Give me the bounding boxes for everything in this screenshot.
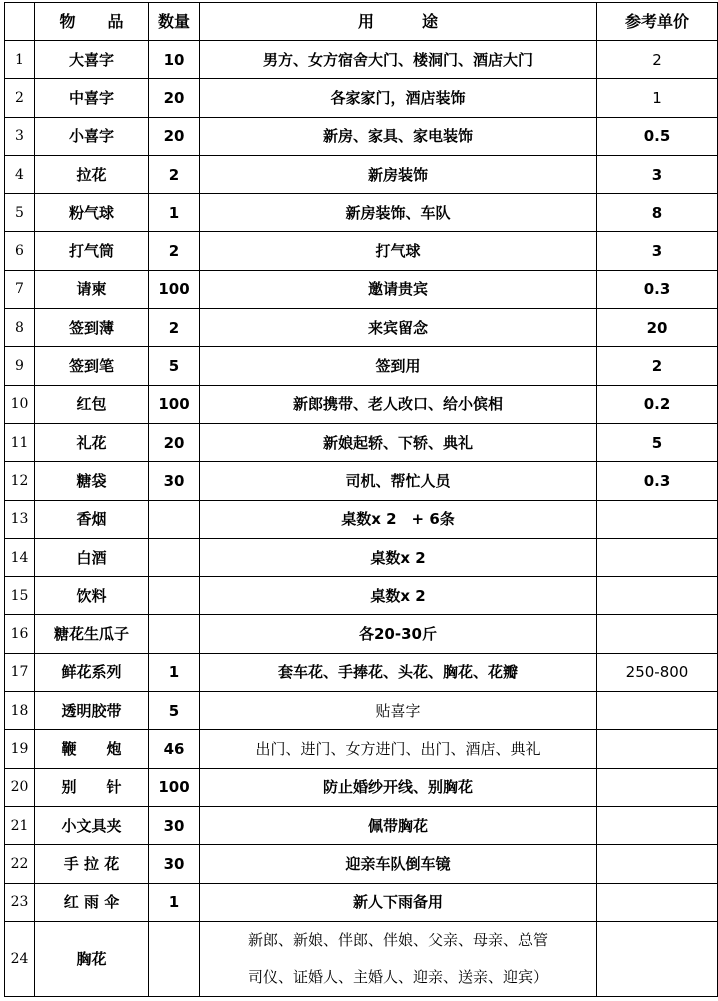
row-price: 0.5: [597, 117, 718, 155]
table-row: [5, 462, 718, 500]
row-usage: 司机、帮忙人员: [200, 462, 597, 500]
row-index: 7: [5, 270, 35, 308]
row-index: 23: [5, 883, 35, 921]
row-usage: 桌数x 2: [200, 538, 597, 576]
row-usage: 男方、女方宿舍大门、楼洞门、酒店大门: [200, 41, 597, 79]
row-usage: 套车花、手捧花、头花、胸花、花瓣: [200, 653, 597, 691]
row-price: 8: [597, 194, 718, 232]
row-item: 鞭 炮: [35, 730, 149, 768]
row-qty: 30: [149, 462, 200, 500]
row-usage: 佩带胸花: [200, 806, 597, 844]
row-qty: 1: [149, 883, 200, 921]
table-row: [5, 768, 718, 806]
row-item: 大喜字: [35, 41, 149, 79]
row-price: [597, 768, 718, 806]
row-price: [597, 730, 718, 768]
header-qty: 数量: [149, 3, 200, 41]
row-qty: 20: [149, 117, 200, 155]
header-price: 参考单价: [597, 3, 718, 41]
table-row: [5, 577, 718, 615]
row-item: 红 雨 伞: [35, 883, 149, 921]
row-item: 签到笔: [35, 347, 149, 385]
table-row: [5, 653, 718, 691]
row-item: 饮料: [35, 577, 149, 615]
row-usage: [200, 921, 597, 996]
header-usage: 用 途: [200, 3, 597, 41]
table-row: [5, 155, 718, 193]
row-index: 13: [5, 500, 35, 538]
row-item: 别 针: [35, 768, 149, 806]
supplies-table: [4, 2, 718, 997]
table-row: [5, 730, 718, 768]
row-index: 12: [5, 462, 35, 500]
row-item: 拉花: [35, 155, 149, 193]
row-item: 打气筒: [35, 232, 149, 270]
row-index: 24: [5, 921, 35, 996]
row-usage: 来宾留念: [200, 309, 597, 347]
row-usage: 邀请贵宾: [200, 270, 597, 308]
row-usage: 新郎携带、老人改口、给小傧相: [200, 385, 597, 423]
row-item: 红包: [35, 385, 149, 423]
row-price: [597, 500, 718, 538]
row-item: 手 拉 花: [35, 845, 149, 883]
row-item: 签到薄: [35, 309, 149, 347]
row-usage: 新房、家具、家电装饰: [200, 117, 597, 155]
row-item: 礼花: [35, 423, 149, 461]
row-price: 20: [597, 309, 718, 347]
row-item: 粉气球: [35, 194, 149, 232]
row-price: [597, 615, 718, 653]
row-price: [597, 577, 718, 615]
row-qty: 2: [149, 232, 200, 270]
row-usage: 新房装饰: [200, 155, 597, 193]
row-index: 15: [5, 577, 35, 615]
table-row: [5, 806, 718, 844]
row-price: 3: [597, 232, 718, 270]
row-qty: 100: [149, 270, 200, 308]
table-row: [5, 692, 718, 730]
row-price: [597, 692, 718, 730]
table-row: [5, 347, 718, 385]
row-qty: 2: [149, 155, 200, 193]
row-qty: [149, 500, 200, 538]
row-qty: 30: [149, 845, 200, 883]
row-price: 250-800: [597, 653, 718, 691]
row-price: 3: [597, 155, 718, 193]
row-price: [597, 921, 718, 996]
row-index: 8: [5, 309, 35, 347]
row-price: [597, 883, 718, 921]
row-index: 21: [5, 806, 35, 844]
row-qty: 5: [149, 347, 200, 385]
row-index: 1: [5, 41, 35, 79]
usage-line-2: 司仪、证婚人、主婚人、迎亲、送亲、迎宾）: [247, 967, 548, 986]
row-usage: 迎亲车队倒车镜: [200, 845, 597, 883]
row-index: 19: [5, 730, 35, 768]
row-item: 请柬: [35, 270, 149, 308]
row-qty: 46: [149, 730, 200, 768]
row-qty: [149, 921, 200, 996]
row-price: 0.3: [597, 270, 718, 308]
table-row: [5, 423, 718, 461]
row-index: 10: [5, 385, 35, 423]
row-usage: 桌数x 2 + 6条: [200, 500, 597, 538]
row-qty: 30: [149, 806, 200, 844]
row-item: 香烟: [35, 500, 149, 538]
row-index: 20: [5, 768, 35, 806]
row-index: 17: [5, 653, 35, 691]
row-usage: 新房装饰、车队: [200, 194, 597, 232]
row-price: 2: [597, 41, 718, 79]
row-price: [597, 538, 718, 576]
row-qty: 20: [149, 79, 200, 117]
row-index: 22: [5, 845, 35, 883]
row-price: [597, 806, 718, 844]
table-row: [5, 385, 718, 423]
table-row: [5, 615, 718, 653]
table-row: [5, 309, 718, 347]
row-price: 5: [597, 423, 718, 461]
row-usage: 桌数x 2: [200, 577, 597, 615]
row-usage: 各20-30斤: [200, 615, 597, 653]
row-price: [597, 845, 718, 883]
row-index: 5: [5, 194, 35, 232]
row-qty: 100: [149, 768, 200, 806]
row-item: 糖花生瓜子: [35, 615, 149, 653]
row-usage: 新娘起轿、下轿、典礼: [200, 423, 597, 461]
row-usage: 各家家门，酒店装饰: [200, 79, 597, 117]
row-index: 18: [5, 692, 35, 730]
table-row: [5, 883, 718, 921]
row-qty: 2: [149, 309, 200, 347]
row-index: 6: [5, 232, 35, 270]
table-row: [5, 79, 718, 117]
row-index: 16: [5, 615, 35, 653]
row-item: 白酒: [35, 538, 149, 576]
table-row: [5, 538, 718, 576]
row-qty: 20: [149, 423, 200, 461]
row-index: 9: [5, 347, 35, 385]
row-qty: [149, 577, 200, 615]
header-item: 物 品: [35, 3, 149, 41]
header-index: [5, 3, 35, 41]
row-index: 4: [5, 155, 35, 193]
row-index: 2: [5, 79, 35, 117]
row-qty: 10: [149, 41, 200, 79]
row-item: 糖袋: [35, 462, 149, 500]
row-usage: 签到用: [200, 347, 597, 385]
row-qty: 100: [149, 385, 200, 423]
row-item: 鲜花系列: [35, 653, 149, 691]
row-item: 小喜字: [35, 117, 149, 155]
row-price: 2: [597, 347, 718, 385]
row-usage: 新人下雨备用: [200, 883, 597, 921]
row-qty: 1: [149, 653, 200, 691]
table-row: [5, 270, 718, 308]
row-item: 透明胶带: [35, 692, 149, 730]
row-item: 胸花: [35, 921, 149, 996]
row-usage: 防止婚纱开线、别胸花: [200, 768, 597, 806]
row-usage: 打气球: [200, 232, 597, 270]
row-usage: 贴喜字: [200, 692, 597, 730]
table-row: [5, 845, 718, 883]
row-index: 3: [5, 117, 35, 155]
row-price: 1: [597, 79, 718, 117]
row-qty: [149, 538, 200, 576]
table-row: [5, 41, 718, 79]
table-row: [5, 232, 718, 270]
row-qty: [149, 615, 200, 653]
header-row: [5, 3, 718, 41]
table-row: [5, 500, 718, 538]
row-qty: 5: [149, 692, 200, 730]
table-row: [5, 194, 718, 232]
usage-line-1: 新郎、新娘、伴郎、伴娘、父亲、母亲、总管: [247, 930, 548, 949]
table-row: [5, 921, 718, 996]
row-item: 小文具夹: [35, 806, 149, 844]
table-row: [5, 117, 718, 155]
row-item: 中喜字: [35, 79, 149, 117]
row-price: 0.3: [597, 462, 718, 500]
row-price: 0.2: [597, 385, 718, 423]
row-qty: 1: [149, 194, 200, 232]
row-index: 11: [5, 423, 35, 461]
row-usage: 出门、进门、女方进门、出门、酒店、典礼: [200, 730, 597, 768]
row-index: 14: [5, 538, 35, 576]
